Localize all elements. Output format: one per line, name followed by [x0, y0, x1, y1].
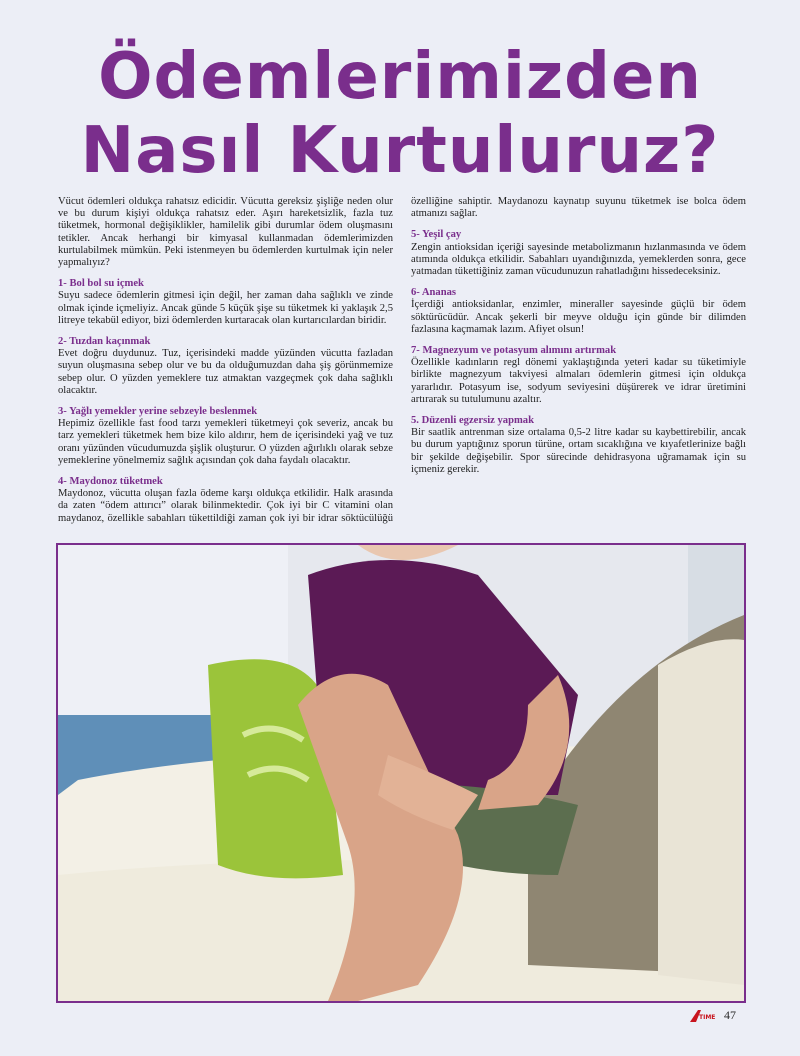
section-text-2: Evet doğru duydunuz. Tuz, içerisindeki madde yüzünden vücutta fazladan suyun oluşmasına sebep olur ve bu da olduğumuzdan daha şiş görünmemize sebep olur. O yüzden yemeklere tuz atmaktan vazgeçmek çok daha sağlıklı olacaktır.: [58, 348, 393, 396]
section-heading-1: 1- Bol bol su içmek: [58, 278, 144, 290]
title-line-1: Ödemlerimizden: [98, 40, 702, 114]
photo-illustration: [58, 545, 744, 1001]
section-heading-6: 6- Ananas: [411, 287, 457, 299]
page-footer: [690, 1006, 750, 1026]
section-text-1: Suyu sadece ödemlerin gitmesi için değil, her zaman daha sağlıklı ve zinde olmak içinde içmeliyiz. Ancak günde 5 küçük şişe su tüketmek ki yaklaşık 2,5 litreye tekabül ediyor, bizi ödemlerden kurtaracak olan kurtarıcılardan biridir.: [58, 290, 393, 326]
section-text-5: Zengin antioksidan içeriği sayesinde metabolizmanın hızlanmasında ve ödem atımında oldukça etkilidir. Sabahları uyandığınızda, yemeklerden sonra, gece yatmadan tükettiğiniz zaman vücudunuzun rahatladığını hissedeceksiniz.: [411, 241, 746, 278]
intro-paragraph: Vücut ödemleri oldukça rahatsız edicidir. Vücutta gereksiz şişliğe neden olur ve bu durum kişiyi oldukça rahatsız eder. Aşırı hareketsizlik, fazla tuz tüketmek, hormonal değişiklikler, hamilelik gibi durumlar ödem oluşmasını tetikler. Ancak herhangi bir kimyasal kullanmadan ödemlerimizden kurtulabilmek mümkün. Peki istenmeyen bu ödemlerden kurtulmak için neler yapmalıyız?: [58, 196, 393, 269]
section-heading-3: 3- Yağlı yemekler yerine sebzeyle beslenmek: [58, 406, 258, 418]
section-heading-7: 7- Magnezyum ve potasyum alımını artırmak: [411, 345, 617, 357]
page-title: [40, 40, 760, 188]
logo-text: TIME: [699, 1014, 716, 1021]
section-heading-5: 5- Yeşil çay: [411, 229, 462, 241]
section-heading-2: 2- Tuzdan kaçınmak: [58, 336, 151, 348]
section-text-3: Hepimiz özellikle fast food tarzı yemekleri tüketmeyi çok severiz, ancak bu tarz yemekleri tüketmek hem bize kilo aldırır, hem de içerisindeki yağ ve tuz oranı yüzünden vücudumuzda şişlik oluşturur. O yüzden ağırlıklı olarak sebze yemeklerine yönelmemiz sağlık açısından çok daha faydalı olacaktır.: [58, 418, 393, 466]
sofa-arm: [658, 639, 744, 985]
section-text-7: Özellikle kadınların regl dönemi yaklaştığında yeteri kadar su tüketimiyle birlikte magnezyum takviyesi almaları ödemlerin gitmesi için oldukça yararlıdır. Potasyum ise, sodyum seviyesini düşürerek ve idrar üretimini artırarak su tutulumunu azaltır.: [411, 357, 746, 405]
page-number: 47: [724, 1008, 736, 1022]
section-text-6: İçerdiği antioksidanlar, enzimler, mineraller sayesinde güçlü bir ödem söktürücüdür. Ancak şekerli bir meyve olduğu için günde bir dilimden fazlasına kaçmamak lazım. Afiyet olsun!: [411, 299, 746, 335]
section-text-4: Maydonoz, vücutta oluşan fazla ödeme karşı oldukça etkilidir. Halk arasında da zaten “ödem attırıcı” olarak bilinmektedir. Çok iyi bir C vitamini olan maydanoz, özellikle sabahları tükettildiği zaman çok iyi bir idrar söktücülüğü özelliğine sahiptir. Maydanozu kaynatıp suyunu tüketmek ise bolca ödem atmanızı sağlar.: [58, 196, 746, 524]
title-line-2: Nasıl Kurtuluruz?: [80, 114, 720, 188]
section-heading-8: 5. Düzenli egzersiz yapmak: [411, 415, 534, 427]
section-heading-4: 4- Maydonoz tüketmek: [58, 476, 163, 488]
section-text-8: Bir saatlik antrenman size ortalama 0,5-2 litre kadar su kaybettirebilir, ancak bu durum yaptığınız sporun türüne, ortam sıcaklığına ve kıyafetlerinize bağlı bir şekilde değişebilir. Spor sürecinde dehidrasyona uğramamak için su içmeniz gerekir.: [411, 427, 746, 475]
article-body: [58, 196, 746, 542]
article-photo: [56, 543, 746, 1003]
